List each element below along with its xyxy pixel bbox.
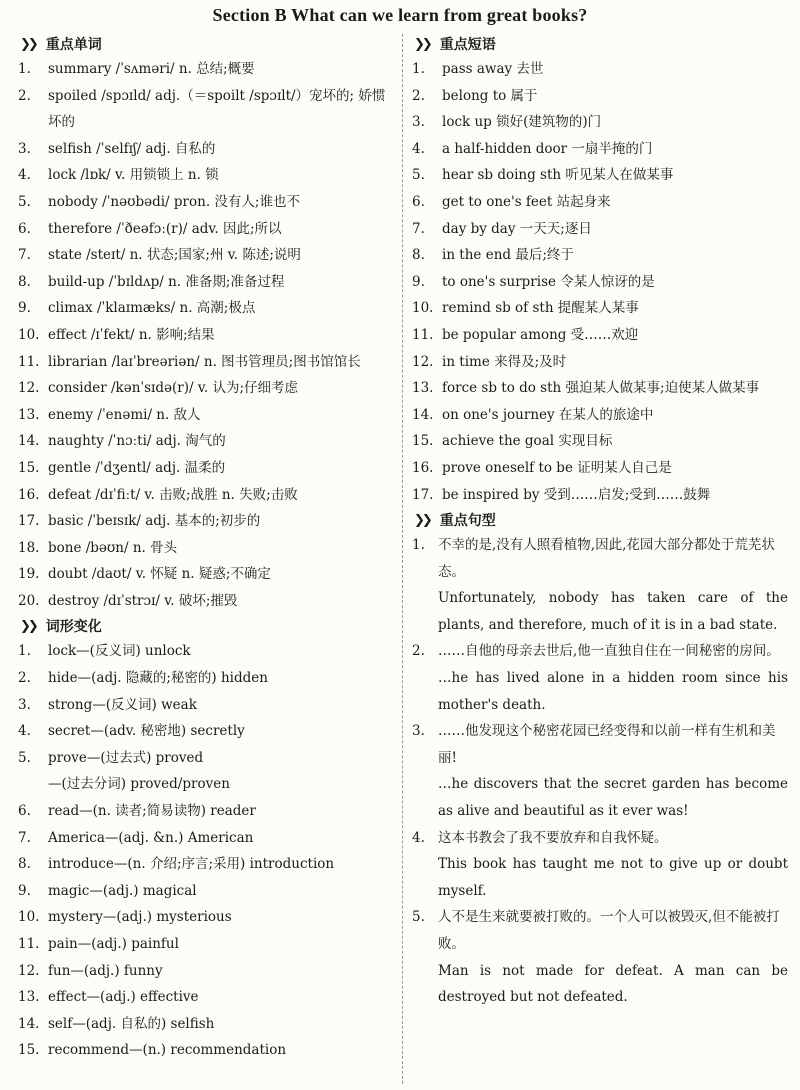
item-text: magic—(adj.) magical [48,882,197,899]
item-text: lock up 锁好(建筑物的)门 [442,114,602,131]
item-text: consider /kənˈsɪdə(r)/ v. 认为;仔细考虑 [48,380,298,397]
item-number: 16. [412,459,434,476]
item-number: 10. [412,300,434,317]
item-number: 14. [18,433,40,450]
item-text: therefore /ˈðeəfɔː(r)/ adv. 因此;所以 [48,220,282,237]
item-text: America—(adj. &n.) American [48,829,254,846]
item-number: 6. [412,193,425,210]
list-item [18,665,392,692]
list-item [18,216,392,243]
item-number: 11. [18,353,40,370]
sentence-chinese: 不幸的是,没有人照看植物,因此,花园大部分都处于荒芜状态。 [438,537,775,580]
list-item [412,455,788,482]
list-item [18,508,392,535]
list-item [412,162,788,189]
item-text: prove—(过去式) proved [48,749,204,766]
list-item [18,295,392,322]
item-text: belong to 属于 [442,87,538,104]
item-text: introduce—(n. 介绍;序言;采用) introduction [48,856,335,873]
section-title: 词形变化 [45,619,102,636]
item-number: 13. [18,989,40,1006]
item-text: be inspired by 受到……启发;受到……鼓舞 [442,486,711,503]
list-item [412,295,788,322]
list-item [18,745,392,772]
item-number [18,771,48,798]
words-list [18,56,392,614]
item-number: 10. [18,326,40,343]
item-number: 2. [18,87,31,104]
sentence-chinese: ……自他的母亲去世后,他一直独自住在一间秘密的房间。 [438,643,780,660]
list-item [18,56,392,83]
item-text: achieve the goal 实现目标 [442,433,613,450]
item-text: pass away 去世 [442,61,544,77]
item-number: 5. [18,749,31,766]
list-item [412,269,788,296]
list-item [18,692,392,719]
item-text: be popular among 受……欢迎 [442,326,639,343]
item-number: 3. [18,696,31,713]
sentence-item [412,718,788,824]
item-number: 12. [412,353,434,370]
sentence-chinese: 这本书教会了我不要放弃和自我怀疑。 [438,829,668,846]
list-item [412,189,788,216]
item-number: 20. [18,592,40,609]
item-number: 17. [412,486,434,503]
item-text: remind sb of sth 提醒某人某事 [442,300,639,317]
double-chevron-icon: ❯❯ [414,512,430,528]
sentence-item [412,532,788,638]
item-number: 14. [18,1015,40,1032]
sentence-item [412,825,788,905]
item-number: 4. [18,723,31,740]
item-text: lock /lɒk/ v. 用锁锁上 n. 锁 [48,167,219,184]
item-number: 6. [18,220,31,237]
list-item [412,216,788,243]
item-text: enemy /ˈenəmi/ n. 敌人 [48,406,201,423]
item-number: 2. [412,643,425,660]
section-heading-forms [18,614,392,638]
item-text: —(过去分词) proved/proven [48,776,230,793]
item-text: selfish /ˈselfɪʃ/ adj. 自私的 [48,140,216,157]
list-item [18,561,392,588]
sentence-item [412,638,788,718]
phrases-list [412,56,788,508]
list-item [18,878,392,905]
sentence-body [438,825,788,905]
item-number: 1. [412,537,425,554]
item-number: 3. [412,114,425,131]
item-text: destroy /dɪˈstrɔɪ/ v. 破坏;摧毁 [48,592,238,609]
item-number: 8. [412,247,425,264]
sentence-body [438,904,788,1010]
item-number: 9. [18,882,31,899]
item-number: 12. [18,380,40,397]
item-text: in time 来得及;及时 [442,353,567,370]
list-item [18,322,392,349]
item-text: fun—(adj.) funny [48,962,163,979]
item-text: librarian /laɪˈbreəriən/ n. 图书管理员;图书馆馆长 [48,353,361,370]
item-text: effect /ɪˈfekt/ n. 影响;结果 [48,326,215,343]
list-item [412,242,788,269]
item-text: spoiled /spɔɪld/ adj.（＝spoilt /spɔɪlt/）宠坏的; 娇惯坏的 [48,87,386,131]
item-text: lock—(反义词) unlock [48,643,191,660]
list-item [18,428,392,455]
sentence-item [412,904,788,1010]
item-number: 15. [18,459,40,476]
sentence-chinese: 人不是生来就要被打败的。一个人可以被毁灭,但不能被打败。 [438,909,780,952]
item-number: 4. [412,140,425,157]
list-item [412,56,788,83]
list-item [18,984,392,1011]
item-number: 10. [18,909,40,926]
item-text: day by day 一天天;逐日 [442,220,592,237]
list-item [18,851,392,878]
list-item [412,109,788,136]
list-item [18,718,392,745]
item-number: 5. [412,909,425,926]
sentence-body [438,532,788,638]
list-item [18,1011,392,1038]
list-item [18,455,392,482]
list-item [18,83,392,136]
list-item [412,136,788,163]
sentence-body [438,718,788,824]
list-item [18,904,392,931]
item-text: climax /ˈklaɪmæks/ n. 高潮;极点 [48,300,256,317]
item-number: 15. [18,1042,40,1059]
double-chevron-icon: ❯❯ [20,618,36,634]
item-number: 2. [18,670,31,687]
sentences-list [412,532,788,1011]
list-item [412,375,788,402]
item-number: 1. [412,61,425,77]
item-number: 1. [18,643,31,660]
item-text: hide—(adj. 隐藏的;秘密的) hidden [48,670,268,687]
sentence-english: …he discovers that the secret garden has become as alive and beautiful as it ever was! [438,776,788,820]
item-number: 11. [18,936,40,952]
item-number: 5. [18,193,31,210]
item-number: 7. [18,247,31,264]
double-chevron-icon: ❯❯ [20,36,36,52]
item-number: 17. [18,513,40,530]
item-text: effect—(adj.) effective [48,989,199,1006]
item-text: recommend—(n.) recommendation [48,1042,287,1059]
column-divider [402,34,403,1084]
list-item [18,825,392,852]
item-number: 18. [18,539,40,556]
sentence-english: Man is not made for defeat. A man can be destroyed but not defeated. [438,962,788,1006]
section-heading-phrases [412,32,788,56]
list-item [412,83,788,110]
list-item [412,402,788,429]
item-text: pain—(adj.) painful [48,936,179,952]
item-number: 11. [412,326,434,343]
item-number: 12. [18,962,40,979]
right-column [412,32,788,1011]
list-item [18,189,392,216]
item-number: 3. [412,723,425,740]
item-number: 2. [412,87,425,104]
item-text: state /steɪt/ n. 状态;国家;州 v. 陈述;说明 [48,247,301,264]
item-text: nobody /ˈnəʊbədi/ pron. 没有人;谁也不 [48,193,300,210]
item-text: build-up /ˈbɪldʌp/ n. 准备期;准备过程 [48,273,285,290]
item-number: 3. [18,140,31,157]
item-number: 15. [412,433,434,450]
item-number: 9. [412,273,425,290]
double-chevron-icon: ❯❯ [414,36,430,52]
item-text: gentle /ˈdʒentl/ adj. 温柔的 [48,459,226,476]
item-text: self—(adj. 自私的) selfish [48,1015,215,1032]
item-text: secret—(adv. 秘密地) secretly [48,723,245,740]
page-title: Section B What can we learn from great books? [212,5,588,25]
list-item [18,349,392,376]
item-number: 6. [18,803,31,820]
list-item [18,402,392,429]
list-item [412,322,788,349]
item-text: summary /ˈsʌməri/ n. 总结;概要 [48,61,255,77]
item-text: in the end 最后;终于 [442,247,574,264]
list-item [18,931,392,958]
item-number: 8. [18,273,31,290]
item-text: read—(n. 读者;简易读物) reader [48,803,256,820]
list-item [18,535,392,562]
list-item [18,638,392,665]
section-heading-sentences [412,508,788,532]
sentence-english: This book has taught me not to give up or doubt myself. [438,856,788,899]
item-number: 7. [18,829,31,846]
item-text: a half-hidden door 一扇半掩的门 [442,140,653,157]
list-item [412,349,788,376]
list-item [18,958,392,985]
list-item [412,482,788,509]
list-item [18,375,392,402]
list-item [412,428,788,455]
list-item [18,1037,392,1064]
item-text: force sb to do sth 强迫某人做某事;迫使某人做某事 [442,380,760,397]
item-text: mystery—(adj.) mysterious [48,909,232,926]
item-text: on one's journey 在某人的旅途中 [442,406,654,423]
forms-list [18,638,392,1064]
section-heading-words [18,32,392,56]
sentence-body [438,638,788,718]
item-number: 7. [412,220,425,237]
section-title: 重点短语 [439,37,496,53]
item-text: to one's surprise 令某人惊讶的是 [442,273,655,290]
list-item [18,269,392,296]
item-text: basic /ˈbeɪsɪk/ adj. 基本的;初步的 [48,513,261,530]
item-number: 4. [412,829,425,846]
list-item [18,162,392,189]
sentence-chinese: ……他发现这个秘密花园已经变得和以前一样有生机和美丽! [438,723,776,766]
item-text: bone /bəʊn/ n. 骨头 [48,539,178,556]
list-item [18,588,392,615]
item-text: get to one's feet 站起身来 [442,193,611,210]
item-number: 16. [18,486,40,503]
section-title: 重点单词 [45,37,102,53]
left-column [18,32,392,1064]
item-number: 13. [18,406,40,423]
item-number: 4. [18,167,31,184]
item-number: 19. [18,566,40,583]
item-text: doubt /daʊt/ v. 怀疑 n. 疑惑;不确定 [48,566,271,583]
item-text: hear sb doing sth 听见某人在做某事 [442,167,674,184]
item-number: 8. [18,856,31,873]
list-item [18,771,392,798]
item-number: 1. [18,61,31,77]
item-number: 9. [18,300,31,317]
item-number: 5. [412,167,425,184]
item-number: 14. [412,406,434,423]
list-item [18,798,392,825]
item-text: naughty /ˈnɔːti/ adj. 淘气的 [48,433,226,450]
item-text: prove oneself to be 证明某人自己是 [442,459,672,476]
list-item [18,482,392,509]
list-item [18,136,392,163]
section-title: 重点句型 [439,513,496,530]
sentence-english: …he has lived alone in a hidden room since his mother's death. [438,670,788,713]
item-number: 13. [412,380,434,397]
item-text: strong—(反义词) weak [48,696,197,713]
list-item [18,242,392,269]
sentence-english: Unfortunately, nobody has taken care of the plants, and therefore, much of it is in a bad state. [438,590,788,633]
item-text: defeat /dɪˈfiːt/ v. 击败;战胜 n. 失败;击败 [48,486,298,503]
